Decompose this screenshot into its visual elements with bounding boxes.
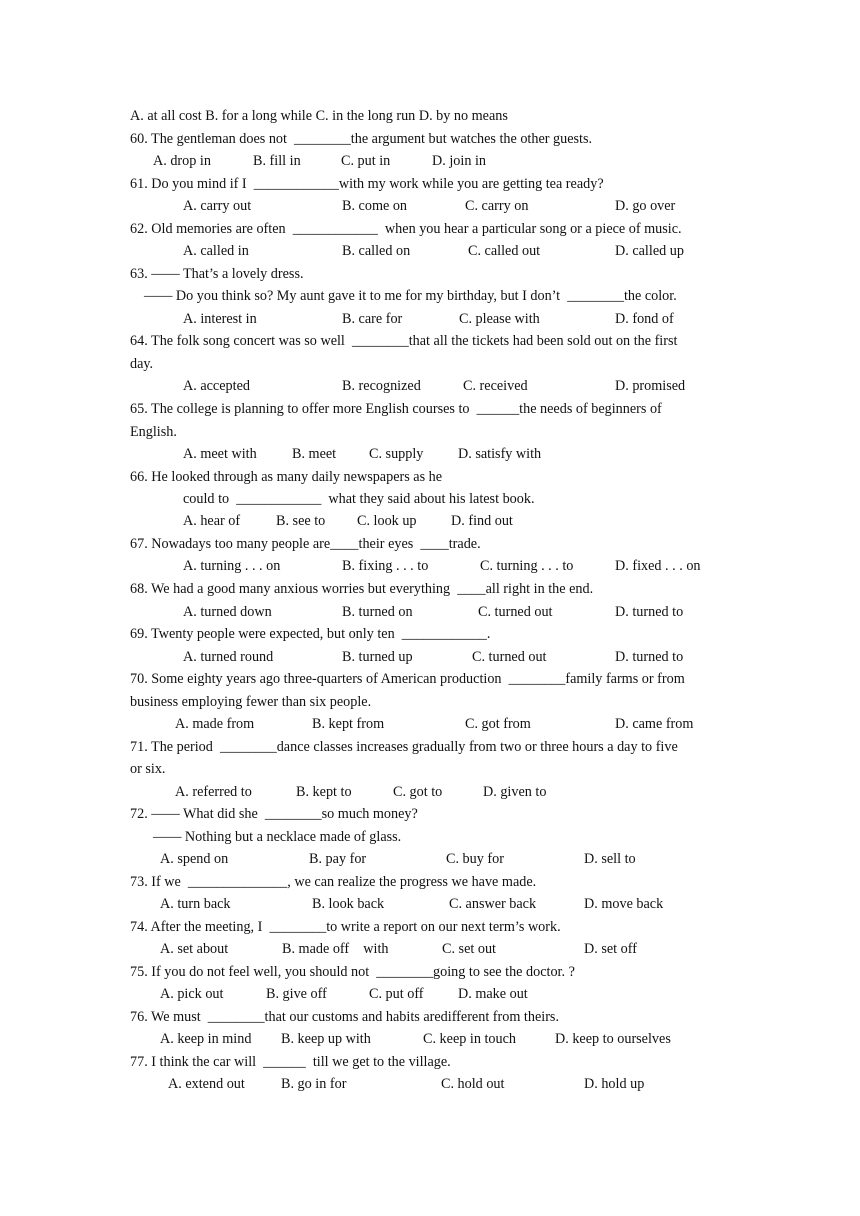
question-text: 63. —— That’s a lovely dress. bbox=[130, 266, 304, 282]
answer-option: D. turned to bbox=[615, 604, 684, 620]
answer-option: D. turned to bbox=[615, 649, 684, 665]
answer-option: A. set about bbox=[160, 941, 229, 957]
answer-option: A. extend out bbox=[168, 1076, 245, 1092]
answer-option: A. spend on bbox=[160, 851, 229, 867]
answer-option: B. turned up bbox=[342, 649, 413, 665]
answer-option: D. fond of bbox=[615, 311, 674, 327]
question-text: 61. Do you mind if I ____________with my work while you are getting tea ready? bbox=[130, 176, 604, 192]
answer-option: C. look up bbox=[357, 513, 417, 529]
question-text: 67. Nowadays too many people are____their eyes ____trade. bbox=[130, 536, 481, 552]
answer-option: C. keep in touch bbox=[423, 1031, 516, 1047]
answer-option: B. kept from bbox=[312, 716, 385, 732]
answer-option: D. called up bbox=[615, 243, 684, 259]
answer-option: C. supply bbox=[369, 446, 424, 462]
answer-option: A. turn back bbox=[160, 896, 231, 912]
question-text: 70. Some eighty years ago three-quarters of American production ________family farms or from bbox=[130, 671, 685, 687]
answer-option: A. meet with bbox=[183, 446, 257, 462]
answer-option: A. drop in bbox=[153, 153, 211, 169]
text-line: A. at all cost B. for a long while C. in the long run D. by no means bbox=[130, 108, 508, 124]
question-text: or six. bbox=[130, 761, 166, 777]
question-text: 74. After the meeting, I ________to write a report on our next term’s work. bbox=[130, 919, 561, 935]
answer-option: A. keep in mind bbox=[160, 1031, 252, 1047]
text-line: could to ____________ what they said about his latest book. bbox=[183, 491, 535, 507]
text-line: —— Do you think so? My aunt gave it to me for my birthday, but I don’t ________the color. bbox=[144, 288, 677, 304]
question-text: 69. Twenty people were expected, but only ten ____________. bbox=[130, 626, 491, 642]
answer-option: A. accepted bbox=[183, 378, 250, 394]
answer-option: C. set out bbox=[442, 941, 496, 957]
answer-option: C. received bbox=[463, 378, 528, 394]
question-text: 64. The folk song concert was so well ________that all the tickets had been sold out on the first bbox=[130, 333, 678, 349]
answer-option: C. put in bbox=[341, 153, 391, 169]
answer-option: B. fixing . . . to bbox=[342, 558, 429, 574]
text-line: —— Nothing but a necklace made of glass. bbox=[153, 829, 402, 845]
answer-option: D. came from bbox=[615, 716, 694, 732]
question-text: English. bbox=[130, 424, 177, 440]
question-text: 76. We must ________that our customs and habits aredifferent from theirs. bbox=[130, 1009, 559, 1025]
answer-option: B. look back bbox=[312, 896, 385, 912]
question-text: 68. We had a good many anxious worries but everything ____all right in the end. bbox=[130, 581, 594, 597]
answer-option: C. got from bbox=[465, 716, 531, 732]
answer-option: D. fixed . . . on bbox=[615, 558, 701, 574]
answer-option: D. set off bbox=[584, 941, 637, 957]
answer-option: A. interest in bbox=[183, 311, 257, 327]
answer-option: C. got to bbox=[393, 784, 443, 800]
answer-option: D. find out bbox=[451, 513, 513, 529]
answer-option: C. answer back bbox=[449, 896, 537, 912]
question-text: 72. —— What did she ________so much money? bbox=[130, 806, 418, 822]
answer-option: C. turning . . . to bbox=[480, 558, 574, 574]
answer-option: D. satisfy with bbox=[458, 446, 542, 462]
answer-option: A. turned round bbox=[183, 649, 274, 665]
answer-option: A. pick out bbox=[160, 986, 224, 1002]
answer-option: D. make out bbox=[458, 986, 528, 1002]
answer-option: B. fill in bbox=[253, 153, 301, 169]
answer-option: B. care for bbox=[342, 311, 403, 327]
answer-option: C. please with bbox=[459, 311, 540, 327]
answer-option: B. give off bbox=[266, 986, 327, 1002]
answer-option: C. called out bbox=[468, 243, 541, 259]
answer-option: B. keep up with bbox=[281, 1031, 371, 1047]
answer-option: D. given to bbox=[483, 784, 547, 800]
answer-option: A. turning . . . on bbox=[183, 558, 281, 574]
answer-option: A. turned down bbox=[183, 604, 272, 620]
answer-option: D. go over bbox=[615, 198, 676, 214]
answer-option: B. go in for bbox=[281, 1076, 347, 1092]
question-text: 65. The college is planning to offer more English courses to ______the needs of beginners of bbox=[130, 401, 662, 417]
answer-option: B. pay for bbox=[309, 851, 367, 867]
answer-option: C. buy for bbox=[446, 851, 504, 867]
answer-option: B. called on bbox=[342, 243, 411, 259]
answer-option: B. meet bbox=[292, 446, 337, 462]
answer-option: C. hold out bbox=[441, 1076, 505, 1092]
answer-option: C. carry on bbox=[465, 198, 529, 214]
question-text: 60. The gentleman does not ________the argument but watches the other guests. bbox=[130, 131, 593, 147]
question-text: 77. I think the car will ______ till we get to the village. bbox=[130, 1054, 451, 1070]
answer-option: D. promised bbox=[615, 378, 686, 394]
question-text: day. bbox=[130, 356, 154, 372]
answer-option: D. hold up bbox=[584, 1076, 645, 1092]
answer-option: A. made from bbox=[175, 716, 255, 732]
answer-option: B. see to bbox=[276, 513, 326, 529]
answer-option: A. carry out bbox=[183, 198, 252, 214]
question-text: 66. He looked through as many daily newspapers as he bbox=[130, 469, 443, 485]
question-text: 75. If you do not feel well, you should not ________going to see the doctor. ? bbox=[130, 964, 575, 980]
answer-option: B. recognized bbox=[342, 378, 421, 394]
answer-option: B. come on bbox=[342, 198, 408, 214]
answer-option: B. kept to bbox=[296, 784, 352, 800]
answer-option: D. keep to ourselves bbox=[555, 1031, 671, 1047]
question-text: 73. If we ______________, we can realize the progress we have made. bbox=[130, 874, 537, 890]
question-text: business employing fewer than six people. bbox=[130, 694, 372, 710]
question-text: 62. Old memories are often ____________ when you hear a particular song or a piece of music. bbox=[130, 221, 682, 237]
answer-option: A. referred to bbox=[175, 784, 252, 800]
answer-option: C. put off bbox=[369, 986, 424, 1002]
answer-option: C. turned out bbox=[478, 604, 553, 620]
answer-option: B. turned on bbox=[342, 604, 413, 620]
answer-option: C. turned out bbox=[472, 649, 547, 665]
question-text: 71. The period ________dance classes increases gradually from two or three hours a day to five bbox=[130, 739, 678, 755]
answer-option: D. move back bbox=[584, 896, 664, 912]
answer-option: D. sell to bbox=[584, 851, 636, 867]
answer-option: A. hear of bbox=[183, 513, 241, 529]
answer-option: A. called in bbox=[183, 243, 249, 259]
answer-option: D. join in bbox=[432, 153, 486, 169]
answer-option: B. made off with bbox=[282, 941, 389, 957]
